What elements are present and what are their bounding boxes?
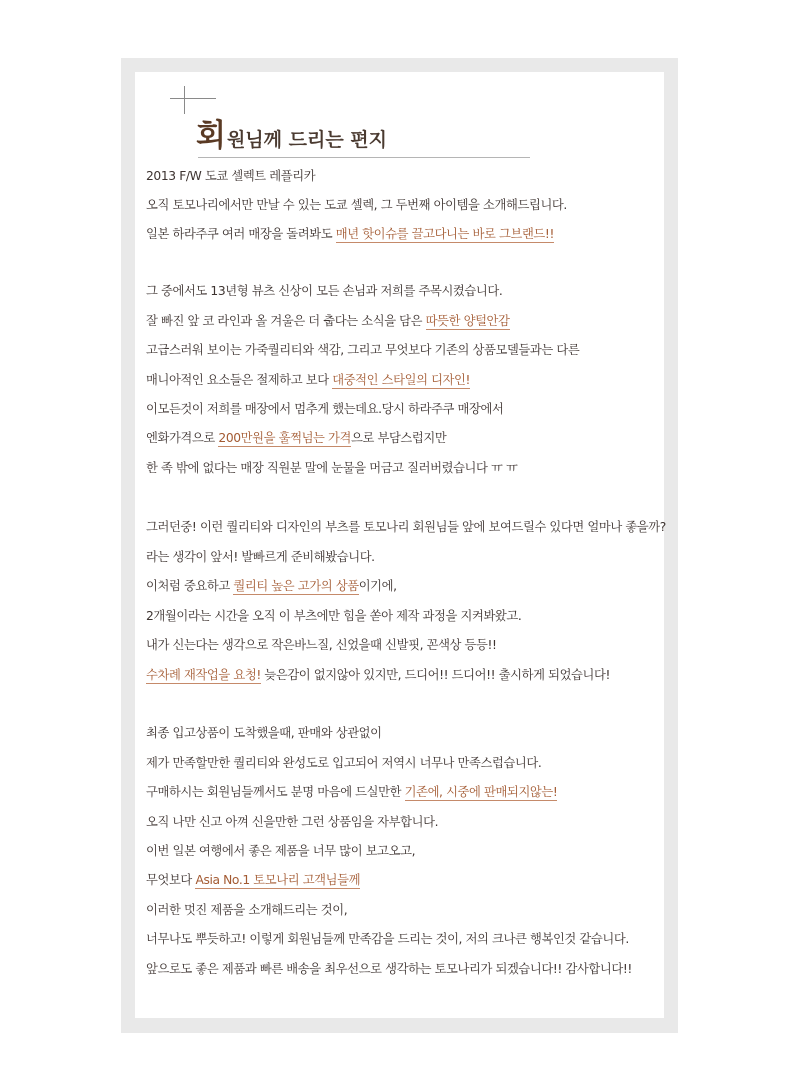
highlighted-text: Asia No.1 토모나리 고객님들께 bbox=[195, 873, 361, 887]
letter-text: 라는 생각이 앞서! 발빠르게 준비해봤습니다. bbox=[146, 550, 375, 564]
letter-line bbox=[146, 549, 375, 565]
letter-line bbox=[146, 226, 554, 242]
letter-text: 이모든것이 저희를 매장에서 멈추게 했는데요.당시 하라주쿠 매장에서 bbox=[146, 402, 504, 416]
title-divider bbox=[198, 157, 530, 158]
letter-text: 고급스러워 보이는 가죽퀄리티와 색감, 그리고 무엇보다 기존의 상품모델들과는 다른 bbox=[146, 343, 580, 357]
letter-text: 오직 나만 신고 아껴 신을만한 그런 상품임을 자부합니다. bbox=[146, 815, 439, 829]
letter-line bbox=[146, 430, 446, 446]
letter-line bbox=[146, 902, 347, 918]
letter-line bbox=[146, 372, 470, 388]
letter-text: 구매하시는 회원님들께서도 분명 마음에 드실만한 bbox=[146, 785, 405, 799]
highlighted-text: 매년 핫이슈를 끌고다니는 바로 그브랜드!! bbox=[335, 227, 554, 241]
letter-line bbox=[146, 814, 438, 830]
letter-text: 늦은감이 없지않아 있지만, 드디어!! 드디어!! 출시하게 되었습니다! bbox=[260, 668, 611, 682]
letter-text: 한 족 밖에 없다는 매장 직원분 말에 눈물을 머금고 질러버렸습니다 ㅠ ㅠ bbox=[146, 461, 518, 475]
letter-text: 이번 일본 여행에서 좋은 제품을 너무 많이 보고오고, bbox=[146, 844, 416, 858]
letter-text: 일본 하라주쿠 여러 매장을 돌려봐도 bbox=[146, 227, 336, 241]
highlighted-text: 수차례 재작업을 요청! bbox=[146, 668, 261, 682]
letter-line bbox=[146, 931, 629, 947]
letter-line bbox=[146, 872, 360, 888]
letter-line bbox=[146, 961, 632, 977]
highlighted-text: 퀄리티 높은 고가의 상품 bbox=[233, 579, 359, 593]
letter-line bbox=[146, 725, 382, 741]
letter-text: 제가 만족할만한 퀄리티와 완성도로 입고되어 저역시 너무나 만족스럽습니다. bbox=[146, 756, 542, 770]
letter-text: 너무나도 뿌듯하고! 이렇게 회원님들께 만족감을 드리는 것이, 저의 크나큰 행복인것 같습니다. bbox=[146, 932, 629, 946]
letter-line bbox=[146, 608, 521, 624]
title-ornament-vertical bbox=[184, 86, 185, 114]
letter-text: 이처럼 중요하고 bbox=[146, 579, 234, 593]
page-title bbox=[196, 102, 387, 152]
letter-text: 무엇보다 bbox=[146, 873, 196, 887]
highlighted-text: 200만원을 훌쩍넘는 가격 bbox=[218, 431, 351, 445]
letter-line bbox=[146, 313, 510, 329]
letter-text: 2013 F/W 도쿄 셀렉트 레플리카 bbox=[146, 169, 316, 183]
letter-line bbox=[146, 637, 497, 653]
letter-line bbox=[146, 197, 567, 213]
letter-text: 내가 신는다는 생각으로 작은바느질, 신었을때 신발핏, 꼰색상 등등!! bbox=[146, 638, 497, 652]
title-first-char: 회 bbox=[196, 118, 226, 154]
letter-line bbox=[146, 755, 541, 771]
highlighted-text: 따뜻한 양털안감 bbox=[425, 314, 510, 328]
letter-text: 잘 빠진 앞 코 라인과 올 겨울은 더 춥다는 소식을 담은 bbox=[146, 314, 426, 328]
letter-text: 앞으로도 좋은 제품과 빠른 배송을 최우선으로 생각하는 토모나리가 되겠습니다!! 감사합니다!! bbox=[146, 962, 632, 976]
title-ornament-horizontal bbox=[170, 98, 216, 99]
highlighted-text: 기존에, 시중에 판매되지않는! bbox=[404, 785, 558, 799]
letter-line bbox=[146, 460, 517, 476]
letter-line bbox=[146, 401, 503, 417]
letter-line bbox=[146, 519, 666, 535]
letter-text: 이기에, bbox=[358, 579, 397, 593]
letter-line bbox=[146, 283, 502, 299]
letter-text: 엔화가격으로 bbox=[146, 431, 219, 445]
title-rest: 원님께 드리는 편지 bbox=[226, 129, 388, 151]
letter-line bbox=[146, 342, 579, 358]
letter-line bbox=[146, 168, 315, 184]
letter-text: 그러던중! 이런 퀄리티와 디자인의 부츠를 토모나리 회원님들 앞에 보여드릴수 있다면 얼마나 좋을까? bbox=[146, 520, 666, 534]
letter-text: 매니아적인 요소들은 절제하고 보다 bbox=[146, 373, 333, 387]
letter-line bbox=[146, 843, 415, 859]
letter-line bbox=[146, 578, 397, 594]
highlighted-text: 대중적인 스타일의 디자인! bbox=[332, 373, 471, 387]
letter-text: 2개월이라는 시간을 오직 이 부츠에만 힘을 쏟아 제작 과정을 지켜봐왔고. bbox=[146, 609, 522, 623]
letter-text: 오직 토모나리에서만 만날 수 있는 도쿄 셀렉, 그 두번째 아이템을 소개해드립니다. bbox=[146, 198, 567, 212]
letter-text: 이러한 멋진 제품을 소개해드리는 것이, bbox=[146, 903, 348, 917]
letter-text: 으로 부담스럽지만 bbox=[351, 431, 447, 445]
letter-line bbox=[146, 667, 610, 683]
letter-line bbox=[146, 784, 557, 800]
letter-text: 그 중에서도 13년형 뷰츠 신상이 모든 손님과 저희를 주목시켰습니다. bbox=[146, 284, 503, 298]
letter-text: 최종 입고상품이 도착했을때, 판매와 상관없이 bbox=[146, 726, 382, 740]
